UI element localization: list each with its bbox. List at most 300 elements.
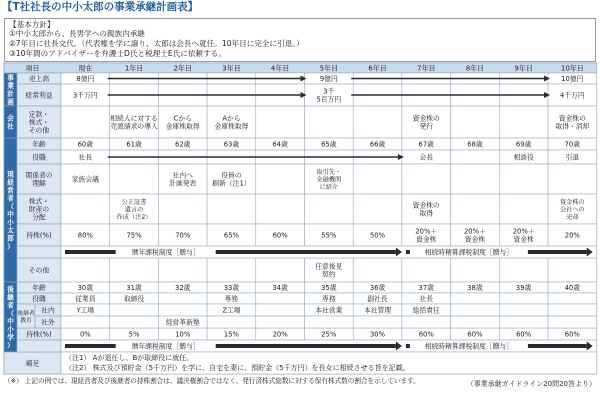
cell-cm_age-line: 63歳 [223, 140, 240, 149]
row-label-sc_holding-line: 持株(%) [26, 330, 52, 339]
cell [305, 194, 354, 224]
remarks-line-2-line: （注2） 株式及び預貯金（5千万円）を学に、自宅を妻に、預貯金（5千万円）を長女に相続させる旨を記載。 [65, 364, 410, 372]
cell-cm_age-line: 69歳 [515, 140, 532, 149]
cell-sc_holding-line: 30% [369, 330, 386, 339]
tax-label-annual-sc_tax-line: 暦年課税制度［贈与］ [131, 342, 200, 351]
section-label-successor-line: ） [7, 341, 14, 350]
cell-sc_edu_out [166, 318, 200, 327]
cell-sc_role-line: 従業員 [75, 295, 96, 303]
cell [61, 258, 110, 282]
cell-cm_holding-line: 資金株 [464, 235, 486, 244]
cell-cm_holding-line: 70% [175, 231, 191, 240]
header-year [125, 64, 143, 73]
cell-cm_age [126, 140, 142, 149]
cell [110, 316, 159, 328]
header-year-line: 6年目 [368, 64, 387, 73]
policy-heading: 【基本方針】 [9, 20, 55, 29]
cell [451, 293, 500, 304]
section-label-current_manager [7, 226, 14, 235]
cell-cm_holding [464, 227, 486, 243]
cell-cm_age [565, 140, 581, 149]
header-year [466, 64, 484, 73]
cell [110, 304, 159, 316]
cell-sc_age [272, 283, 288, 292]
cell [548, 316, 597, 328]
section-label-current_manager [7, 210, 14, 219]
tax-label-settlement-sc_tax-line: 相続時精算課税制度［贈与］ [424, 342, 514, 351]
header-year-line: 8年目 [465, 64, 485, 73]
header-year-line: 3年目 [222, 64, 241, 73]
cell-cm_age [370, 140, 386, 149]
section-label-current_manager [7, 178, 14, 187]
cell-sc_age [224, 283, 240, 292]
cell-sc_holding-line: 0% [79, 330, 91, 339]
header-row [4, 63, 597, 73]
section-label-successor [7, 293, 14, 302]
cell-sc_edu_in [364, 306, 391, 315]
cell-sc_holding-line: 25% [321, 330, 337, 339]
cell-sc_role [124, 294, 145, 303]
policy-item-2: ②7年目に社長交代。（代表権を学に譲り、太郎は会長へ就任。10年目に完全に引退。） [9, 39, 304, 48]
cell-sc_role-line: 社長 [419, 295, 434, 303]
cell [61, 106, 110, 138]
cell [548, 293, 597, 304]
footnote: （※） 上記の例では、現経営者及び後継者の持株割合は、議決権割合ではなく、発行済株式総数に対する保有株式数の割合を示しています。 [4, 377, 420, 385]
cell-ordinary_profit-line: 4千万円 [559, 91, 585, 100]
cell-cm_age [78, 140, 94, 149]
cell-sc_age-line: 37歳 [418, 284, 434, 292]
cell-cm_age-line: 64歳 [272, 140, 288, 149]
cell-cm_age-line: 62歳 [175, 140, 191, 149]
row-label-sc_holding [26, 330, 52, 339]
section-label-current_manager [7, 218, 14, 227]
cell-cm_holding-line: 65% [223, 231, 240, 240]
cell-cm_relations-line: 取引先・ [316, 169, 342, 176]
cell-sc_age-line: 32歳 [175, 284, 191, 292]
cell-cm_holding-line: 80% [77, 231, 93, 240]
cell-sc_holding [175, 331, 191, 339]
edu-group-label-line: 後継者 [17, 310, 35, 317]
section-label-current_manager-line: 経 [7, 178, 14, 187]
cell-cm_role-line: 会長 [419, 153, 434, 162]
cell-sc_holding-line: 5% [128, 330, 140, 339]
section-label-current_manager-line: 中 [7, 210, 14, 219]
cell [499, 164, 548, 194]
remarks-line-1-line: （注1） Aが退任し、Bが取締役に就任。 [65, 354, 194, 362]
row-label-articles-line: 定款・ [28, 110, 50, 119]
cell-sc_age-line: 40歳 [564, 284, 581, 292]
section-label-successor [7, 310, 14, 318]
section-label-current_manager [7, 170, 14, 179]
section-label-successor [7, 342, 14, 350]
cell-articles-line: 資金株の [412, 114, 440, 123]
header-year-line: 9年目 [514, 64, 533, 73]
cell-cm_other-line: 任意後見 [315, 262, 343, 271]
cell-ordinary_profit [560, 91, 585, 100]
header-current [78, 64, 92, 73]
header-year [174, 64, 192, 73]
cell-sc_edu_out-line: 経営革新塾 [165, 318, 200, 327]
remarks-line-1 [65, 353, 193, 362]
cell-sales [561, 74, 583, 83]
source-citation: （事業承継ガイドライン20問20答より） [466, 380, 596, 388]
cell-articles [110, 113, 158, 130]
row-label-articles-line: 株式・ [28, 118, 50, 127]
cell [402, 258, 451, 282]
cell-cm_holding [321, 232, 337, 240]
cell-sc_holding [565, 331, 581, 339]
cell-cm_role [419, 153, 433, 162]
section-label-successor-line: 学 [7, 333, 14, 342]
header-year [222, 64, 240, 73]
cell-sc_edu_in [75, 306, 94, 315]
row-label-sc_age-line: 年齢 [32, 284, 46, 292]
cell [256, 293, 305, 304]
cell-sc_age-line: 33歳 [223, 284, 240, 292]
header-year [271, 64, 289, 73]
cell-sc_holding [516, 331, 532, 339]
cell-cm_holding-line: 60% [272, 231, 288, 240]
cell-cm_holding [126, 232, 142, 240]
section-label-successor [6, 285, 14, 294]
cell-articles [555, 113, 589, 130]
cell-sc_role [75, 294, 96, 303]
cell [548, 164, 597, 194]
cell [207, 258, 256, 282]
cell-sc_edu_in-line: 本社管理 [363, 306, 392, 315]
cell [353, 106, 402, 138]
cell-sc_role [322, 294, 336, 303]
cell-sc_edu_in [222, 306, 240, 315]
cell-cm_holding [415, 227, 437, 243]
cell-cm_age-line: 70歳 [564, 140, 581, 149]
cell-cm_holding-line: 資金株 [416, 235, 437, 244]
section-label-business-line: 計 [7, 90, 14, 98]
policy-item-3: ③10年間のアドバイザーを弁護士D氏と税理士E氏に依頼する。 [9, 49, 226, 58]
section-label-company-line: 社 [7, 122, 14, 131]
row-label-articles [29, 109, 50, 134]
cell [451, 106, 500, 138]
cell-cm_holding-line: 20% [564, 231, 580, 240]
cell-cm_holding [273, 232, 289, 240]
cell-sc_holding-line: 20% [272, 330, 288, 339]
row-label-sales [29, 74, 50, 83]
section-label-successor [7, 301, 14, 310]
section-label-successor-line: 中 [7, 317, 14, 326]
cell-sc_edu_in [413, 306, 440, 315]
section-label-current_manager-line: 郎 [7, 234, 14, 243]
cell-cm_relations-line: 刷新（注1） [212, 179, 251, 188]
cell-sales-line: 8億円 [76, 75, 95, 83]
header-year [561, 64, 584, 73]
cell-cm_age [175, 140, 191, 149]
tax-arrow-annual-sc_tax [65, 344, 396, 348]
cell-cm_age-line: 68歳 [467, 140, 483, 149]
cell-ordinary_profit-line: 3千 [323, 87, 335, 96]
section-label-successor-line: 継 [7, 293, 14, 302]
row-label-cell-cm_tax [17, 246, 61, 258]
section-label-business [7, 81, 14, 90]
cell-cm_holding-line: 50% [369, 231, 386, 240]
cell-sc_holding [467, 331, 483, 339]
section-label-successor-line: （ [7, 309, 14, 318]
cell-cm_holding [513, 227, 535, 243]
cell-cm_age [272, 140, 288, 149]
header-year [368, 64, 386, 73]
cell [353, 164, 402, 194]
section-label-current_manager [7, 234, 14, 243]
cell-sc_edu_in [315, 306, 342, 315]
cell-cm_relations-line: 計画発表 [169, 179, 197, 188]
tax-label-settlement-cm_tax [425, 248, 513, 257]
header-year [320, 64, 338, 73]
cell-ordinary_profit [73, 91, 98, 100]
cell-articles-line: 売渡請求の導入 [110, 122, 158, 131]
row-label-cm_relations-line: 関係者の [25, 171, 53, 180]
cell-sc_age-line: 35歳 [321, 284, 337, 292]
cell-cm_age-line: 66歳 [369, 140, 386, 149]
section-label-successor-line: 後 [7, 285, 14, 294]
cell-cm_holding-line: 20%＋ [512, 227, 535, 236]
cell [256, 304, 305, 316]
row-label-cm_assets-line: 財産の [28, 205, 50, 214]
header-current-line: 現在 [78, 64, 93, 73]
section-label-successor [7, 317, 14, 326]
cell-cm_assets-line: 公正証書 [121, 199, 147, 206]
section-label-business-line: 業 [7, 82, 14, 90]
cell-ordinary_profit-line: 3千万円 [72, 91, 98, 100]
header-year [417, 64, 435, 73]
cell-sc_role-line: 専務 [322, 295, 336, 303]
row-label-ordinary_profit-line: 経常利益 [25, 91, 53, 100]
cell [305, 106, 354, 138]
cell [256, 194, 305, 224]
row-label-cm_role [32, 153, 46, 162]
cell-cm_role [513, 153, 534, 162]
cell-cm_relations-line: 家族会議 [71, 175, 99, 184]
row-label-cm_role-line: 役職 [32, 153, 46, 162]
section-label-business [7, 89, 14, 98]
header-year-line: 5年目 [319, 64, 339, 73]
cell-sales-line: 9億円 [319, 75, 338, 83]
cell [158, 258, 207, 282]
section-label-current_manager [7, 243, 14, 251]
cell-sc_age [78, 283, 94, 292]
row-label-ordinary_profit [25, 91, 52, 100]
cell [61, 194, 110, 224]
section-label-current_manager-line: （ [7, 202, 14, 211]
cell-cm_holding [224, 232, 240, 240]
cell [207, 316, 256, 328]
cell [256, 316, 305, 328]
cell [548, 304, 597, 316]
section-label-business [7, 97, 14, 106]
cell [499, 304, 548, 316]
cell-cm_age-line: 61歳 [126, 140, 142, 149]
cell-sc_holding [321, 331, 337, 339]
cell-cm_age [419, 140, 435, 149]
cell-sc_edu_in-line: Z工場 [222, 306, 241, 315]
section-label-current_manager-line: 現 [7, 170, 14, 179]
cell [451, 258, 500, 282]
cell-ordinary_profit-line: 5百万円 [316, 95, 342, 104]
cell [451, 150, 500, 164]
row-label-cm_age [32, 140, 46, 149]
section-label-business-line: 事 [7, 74, 14, 82]
tax-label-settlement-sc_tax [425, 342, 513, 351]
header-year-line: 2年目 [173, 64, 192, 73]
cell-articles-line: Aから [222, 114, 241, 123]
cell [451, 304, 500, 316]
page-title: 【T社社長の中小太郎の事業承継計画表】 [2, 1, 199, 13]
cell-cm_relations [316, 168, 341, 191]
cell [499, 106, 548, 138]
cell [256, 258, 305, 282]
cell [158, 304, 207, 316]
cell [158, 293, 207, 304]
cell-cm_relations-line: 社内へ [172, 171, 193, 180]
header-item-label-line: 項目 [25, 64, 40, 73]
cell-cm_role-line: 社長 [78, 153, 93, 162]
cell-cm_assets-line: 資金株の [412, 201, 440, 210]
section-label-current_manager [7, 203, 14, 211]
cell-cm_age-line: 60歳 [77, 140, 94, 149]
cell [207, 194, 256, 224]
header-item-label [26, 65, 40, 73]
row-label-sc_edu_out-line: 社外 [41, 318, 55, 327]
cell [61, 316, 110, 328]
cell-sc_age [175, 283, 191, 292]
cell-sc_holding [370, 331, 386, 339]
cell-sc_age [516, 283, 532, 292]
cell-cm_role-line: 引退 [565, 153, 580, 162]
cell-cm_age-line: 65歳 [321, 140, 337, 149]
policy-item-1: ①中小太郎から、長男学への親族内承継 [9, 29, 145, 38]
section-label-current_manager-line: 太 [7, 226, 14, 235]
cell-cm_relations-line: に紹介 [319, 184, 339, 191]
remarks-label [26, 359, 40, 368]
cell-cm_holding-line: 20%＋ [415, 227, 438, 236]
cell-sc_edu_in-line: 総括責任 [412, 306, 440, 315]
row-label-sc_edu_out [41, 318, 55, 327]
cell-cm_holding [565, 232, 581, 240]
row-label-cm_assets-line: 株式・ [28, 197, 50, 206]
cell-cm_age [467, 140, 483, 149]
cell-articles-line: 相続人に対する [110, 114, 158, 123]
cell-sc_age-line: 36歳 [369, 284, 386, 292]
cell-cm_other-line: 契約 [322, 270, 336, 279]
section-label-successor-line: 小 [7, 325, 14, 334]
tax-label-annual-sc_tax [132, 342, 200, 351]
cell-sc_age-line: 34歳 [272, 284, 288, 292]
row-label-cm_assets-line: 分配 [32, 213, 46, 222]
cell [305, 316, 354, 328]
cell-articles-line: 金庫株取得 [165, 122, 200, 131]
tax-label-annual-cm_tax-line: 暦年課税制度［贈与］ [131, 248, 200, 257]
cell-sc_holding-line: 60% [418, 330, 434, 339]
header-year-line: 10年目 [560, 64, 584, 73]
edu-group-label-line: 教育 [20, 318, 32, 325]
row-label-sc_role [32, 294, 46, 303]
section-label-business [7, 73, 14, 82]
header-year [514, 64, 532, 73]
cell-cm_relations-line: 金融機関 [316, 176, 342, 184]
cell [499, 194, 548, 224]
tax-arrow-annual-cm_tax [65, 250, 396, 254]
cell-cm_holding-line: 55% [321, 231, 337, 240]
cell-articles-line: 発行 [419, 122, 434, 131]
cell-cm_holding-line: 75% [126, 231, 142, 240]
cell-cm_holding-line: 資金株 [513, 235, 534, 244]
cell-sc_age [370, 283, 386, 292]
cell [256, 164, 305, 194]
row-label-cm_relations-line: 理解 [32, 179, 46, 188]
cell-sc_age [467, 283, 483, 292]
cell-cm_assets-line: 会社への [559, 206, 585, 214]
row-label-cm_other [29, 266, 50, 275]
cell-cm_relations-line: 役員の [221, 171, 242, 180]
cell-sales [76, 74, 94, 83]
tax-label-settlement-cm_tax-line: 相続時精算課税制度［贈与］ [424, 248, 514, 257]
row-label-sc_role-line: 役職 [32, 295, 46, 303]
cell-sales [320, 74, 338, 83]
remarks-label-line: 補足 [25, 359, 40, 368]
cell-sc_edu_in-line: 本社営業 [315, 306, 343, 315]
cell-cm_assets-line: 取得 [419, 209, 434, 218]
cell [353, 194, 402, 224]
section-label-company-line: 会 [7, 114, 14, 123]
row-label-cm_other-line: その他 [28, 266, 50, 275]
cell-sc_holding [129, 331, 140, 339]
cell-cm_holding-line: 20%＋ [463, 227, 486, 236]
cell-sc_holding-line: 60% [564, 330, 580, 339]
section-label-successor [7, 333, 14, 342]
header-year-line: 7年目 [417, 64, 436, 73]
cell-sc_holding-line: 60% [467, 330, 483, 339]
section-label-successor-line: 者 [7, 301, 14, 310]
cell-sc_age [321, 283, 337, 292]
header-year-line: 1年目 [124, 64, 144, 73]
cell [402, 164, 451, 194]
cell [451, 164, 500, 194]
cell-sc_role [225, 294, 239, 303]
row-label-cm_age-line: 年齢 [32, 140, 46, 149]
cell-sc_role-line: 専務 [224, 295, 239, 303]
section-label-current_manager-line: 者 [7, 194, 14, 203]
cell-cm_relations [169, 170, 196, 187]
row-label-cm_holding [26, 231, 52, 240]
cell-sc_role [419, 294, 433, 303]
cell-cm_holding [78, 232, 94, 240]
cell-sc_age-line: 38歳 [467, 284, 483, 292]
cell-sc_holding-line: 60% [516, 330, 532, 339]
cell-cm_age [224, 140, 240, 149]
cell-cm_age-line: 67歳 [418, 140, 434, 149]
row-label-sc_age [32, 283, 46, 292]
section-label-company [6, 122, 14, 131]
cell-articles-line: 金庫株取得 [214, 122, 249, 131]
cell-sc_age-line: 39歳 [515, 284, 532, 292]
cell [110, 164, 159, 194]
section-label-current_manager-line: 営 [7, 186, 14, 195]
cell-sc_age [565, 283, 581, 292]
cell [499, 258, 548, 282]
cell-cm_role [79, 153, 93, 162]
cell-sc_age-line: 30歳 [77, 284, 94, 292]
cell-articles-line: 取得・消却 [555, 122, 590, 131]
cell-sc_role-line: 取締役 [123, 295, 145, 303]
cell-sc_holding [224, 331, 240, 339]
